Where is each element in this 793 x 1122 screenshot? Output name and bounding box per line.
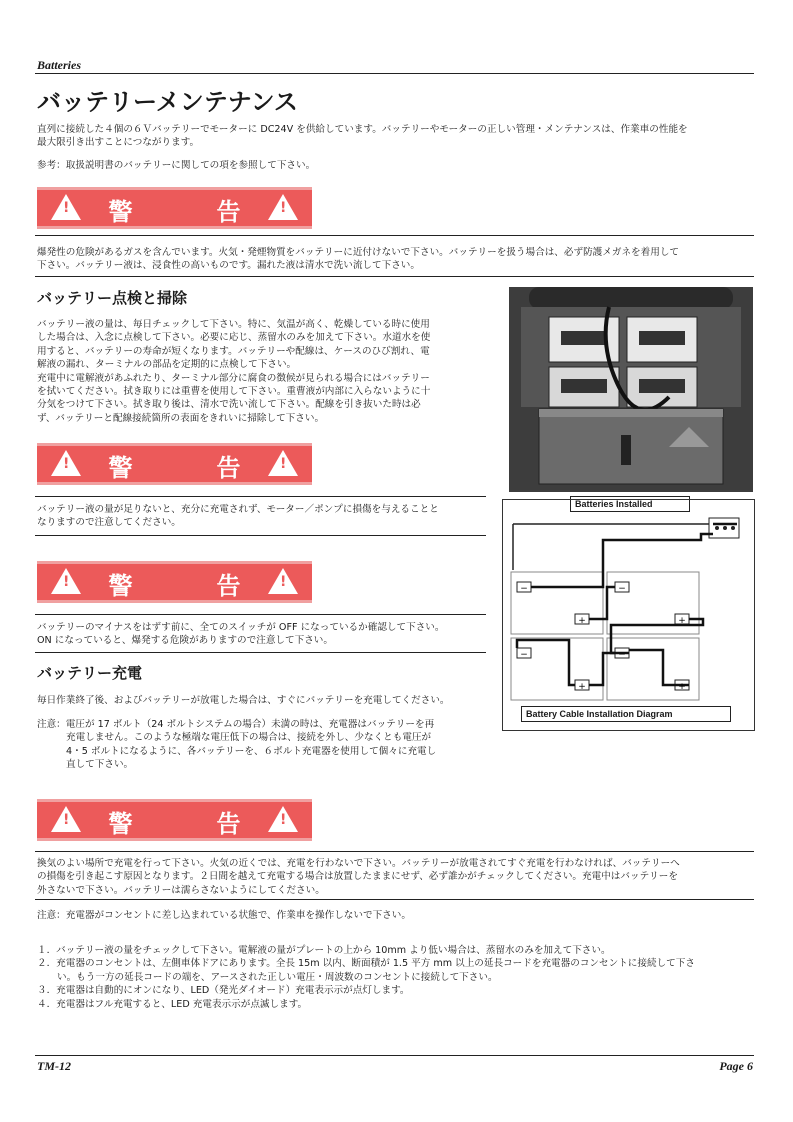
body-line: 分気をつけて下さい。拭き取り後は、清水で洗い流して下さい。配線を引き抜いた時は必 — [37, 399, 421, 411]
pos-terminal: + — [578, 682, 586, 692]
divider — [35, 535, 486, 536]
warning-text — [37, 621, 492, 648]
warning-banner — [37, 799, 312, 841]
warning-banner — [37, 187, 312, 229]
page-number: Page 6 — [719, 1059, 753, 1073]
pos-terminal: + — [578, 616, 586, 626]
warning-line: バッテリーのマイナスをはずす前に、全てのスイッチが OFF になっているか確認して下さい。 — [37, 622, 445, 633]
body-line: した場合は、入念に点検して下さい。必要に応じ、蒸留水のみを加えて下さい。水道水を使 — [37, 332, 431, 344]
body-line: ず、バッテリーと配線接続箇所の表面をきれいに掃除して下さい。 — [37, 412, 325, 424]
warning-triangle-icon: ! — [51, 194, 81, 220]
body-line: 用すると、バッテリーの寿命が短くなります。バッテリーや配線は、ケースのひび割れ、電 — [37, 345, 430, 357]
diagram-caption: Battery Cable Installation Diagram — [521, 706, 731, 722]
page-title: バッテリーメンテナンス — [37, 88, 298, 116]
pos-terminal: + — [678, 616, 686, 626]
section-title: バッテリー点検と掃除 — [37, 289, 188, 307]
warning-line: 下さい。バッテリー液は、浸食性の高いものです。漏れた液は清水で洗い流して下さい。 — [37, 260, 420, 272]
warning-text — [37, 503, 492, 530]
battery-wiring-diagram — [503, 500, 754, 730]
warning-line: 外さないで下さい。バッテリーは濡らさないようにしてください。 — [37, 884, 325, 896]
warning-triangle-icon: ! — [268, 194, 298, 220]
pos-terminal: + — [678, 682, 686, 692]
neg-terminal: − — [618, 584, 626, 594]
warning-triangle-icon: ! — [51, 450, 81, 476]
batteries-photo — [509, 287, 753, 492]
footer-rule — [35, 1055, 754, 1056]
warning-line: バッテリー液の量が足りないと、充分に充電されず、モーター／ポンプに損傷を与えることと — [37, 504, 439, 515]
intro-line: 直列に接続した４個の６Ｖバッテリーでモーターに DC24V を供給しています。バッテリーやモーターの正しい管理・メンテナンスは、作業車の性能を — [37, 124, 688, 135]
warning-line: 換気のよい場所で充電を行って下さい。火気の近くでは、充電を行わないで下さい。バッテリーが放電されてすぐ充電を行わなければ、バッテリーへ — [37, 858, 680, 869]
list-item: ４．充電器はフル充電すると、LED 充電表示示が点滅します。 — [37, 998, 308, 1010]
list-item: い。もう一方の延長コードの端を、アースされた正しい電圧・周波数のコンセントに接続して下さい。 — [57, 971, 498, 983]
steps-list — [37, 944, 757, 1011]
warning-line: の損傷を引き起こす原因となります。２日間を越えて充電する場合は放置したままにせず、必ず誰かがチェックしてください。充電中はバッテリーを — [37, 871, 678, 883]
divider — [35, 276, 754, 277]
note-line: 充電しません。このような極端な電圧低下の場合は、接続を外し、少なくとも電圧が — [66, 732, 432, 744]
note-text: 注意：充電器がコンセントに差し込まれている状態で、作業車を操作しないで下さい。 — [37, 910, 411, 921]
warning-triangle-icon: ! — [51, 806, 81, 832]
body-line: 解液の漏れ、ターミナルの部品を定期的に点検して下さい。 — [37, 359, 297, 371]
intro-ref: 参考：取扱説明書のバッテリーに関しての項を参照して下さい。 — [37, 160, 316, 171]
section-header: Batteries — [37, 58, 81, 72]
warning-label: 警 告 — [108, 572, 271, 600]
warning-banner — [37, 443, 312, 485]
body-line: を拭いてください。拭き取りには重曹を使用して下さい。重曹液が内部に入らないように十 — [37, 386, 431, 398]
list-item: １．バッテリー液の量をチェックして下さい。電解液の量がプレートの上から 10mm より低い場合は、蒸留水のみを加えて下さい。 — [37, 945, 611, 956]
section-body: 毎日作業終了後、およびバッテリーが放電した場合は、すぐにバッテリーを充電してください。 — [37, 695, 450, 706]
warning-triangle-icon: ! — [51, 568, 81, 594]
warning-line: 爆発性の危険があるガスを含んでいます。火気・発煙物質をバッテリーに近付けないで下さい。バッテリーを扱う場合は、必ず防護メガネを着用して — [37, 247, 680, 258]
note-line: 4・5 ボルトになるように、各バッテリーを、６ボルト充電器を使用して個々に充電し — [66, 745, 437, 757]
list-item: ２．充電器のコンセントは、左側車体ドアにあります。全長 15m 以内、断面積が 1.5 平方 mm 以上の延長コードを充電器のコンセントに接続して下さ — [37, 958, 695, 970]
section-title: バッテリー充電 — [37, 664, 143, 682]
header-rule — [35, 73, 754, 74]
divider — [35, 652, 486, 653]
warning-label: 警 告 — [108, 810, 271, 838]
note-line: 注意：電圧が 17 ボルト（24 ボルトシステムの場合）未満の時は、充電器はバッテリーを再 — [37, 719, 435, 730]
neg-terminal: − — [520, 584, 528, 594]
neg-terminal: − — [520, 650, 528, 660]
warning-triangle-icon: ! — [268, 806, 298, 832]
photo-caption: Batteries Installed — [570, 496, 690, 512]
neg-terminal: − — [618, 650, 626, 660]
warning-text — [37, 246, 757, 273]
warning-triangle-icon: ! — [268, 568, 298, 594]
divider — [35, 496, 486, 497]
intro-text — [37, 123, 757, 150]
warning-line: ON になっていると、爆発する危険がありますので注意して下さい。 — [37, 635, 333, 647]
warning-text — [37, 857, 757, 897]
doc-id: TM-12 — [37, 1059, 71, 1073]
list-item: ３．充電器は自動的にオンになり、LED（発光ダイオード）充電表示示が点灯します。 — [37, 985, 410, 997]
warning-triangle-icon: ! — [268, 450, 298, 476]
warning-line: なりますので注意してください。 — [37, 517, 181, 529]
warning-label: 警 告 — [108, 454, 271, 482]
divider — [35, 899, 754, 900]
section-body — [37, 318, 492, 425]
divider — [35, 614, 486, 615]
body-line: バッテリー液の量は、毎日チェックして下さい。特に、気温が高く、乾燥している時に使用 — [37, 319, 430, 330]
warning-label: 警 告 — [108, 198, 271, 226]
battery-compartment-illustration — [509, 287, 753, 492]
cable-diagram — [502, 499, 755, 731]
note-line: 直して下さい。 — [66, 759, 134, 771]
intro-line: 最大限引き出すことにつながります。 — [37, 137, 200, 149]
divider — [35, 235, 754, 236]
note-block — [37, 718, 492, 772]
divider — [35, 851, 754, 852]
body-line: 充電中に電解液があふれたり、ターミナル部分に腐食の徴候が見られる場合にはバッテリー — [37, 372, 430, 384]
warning-banner — [37, 561, 312, 603]
